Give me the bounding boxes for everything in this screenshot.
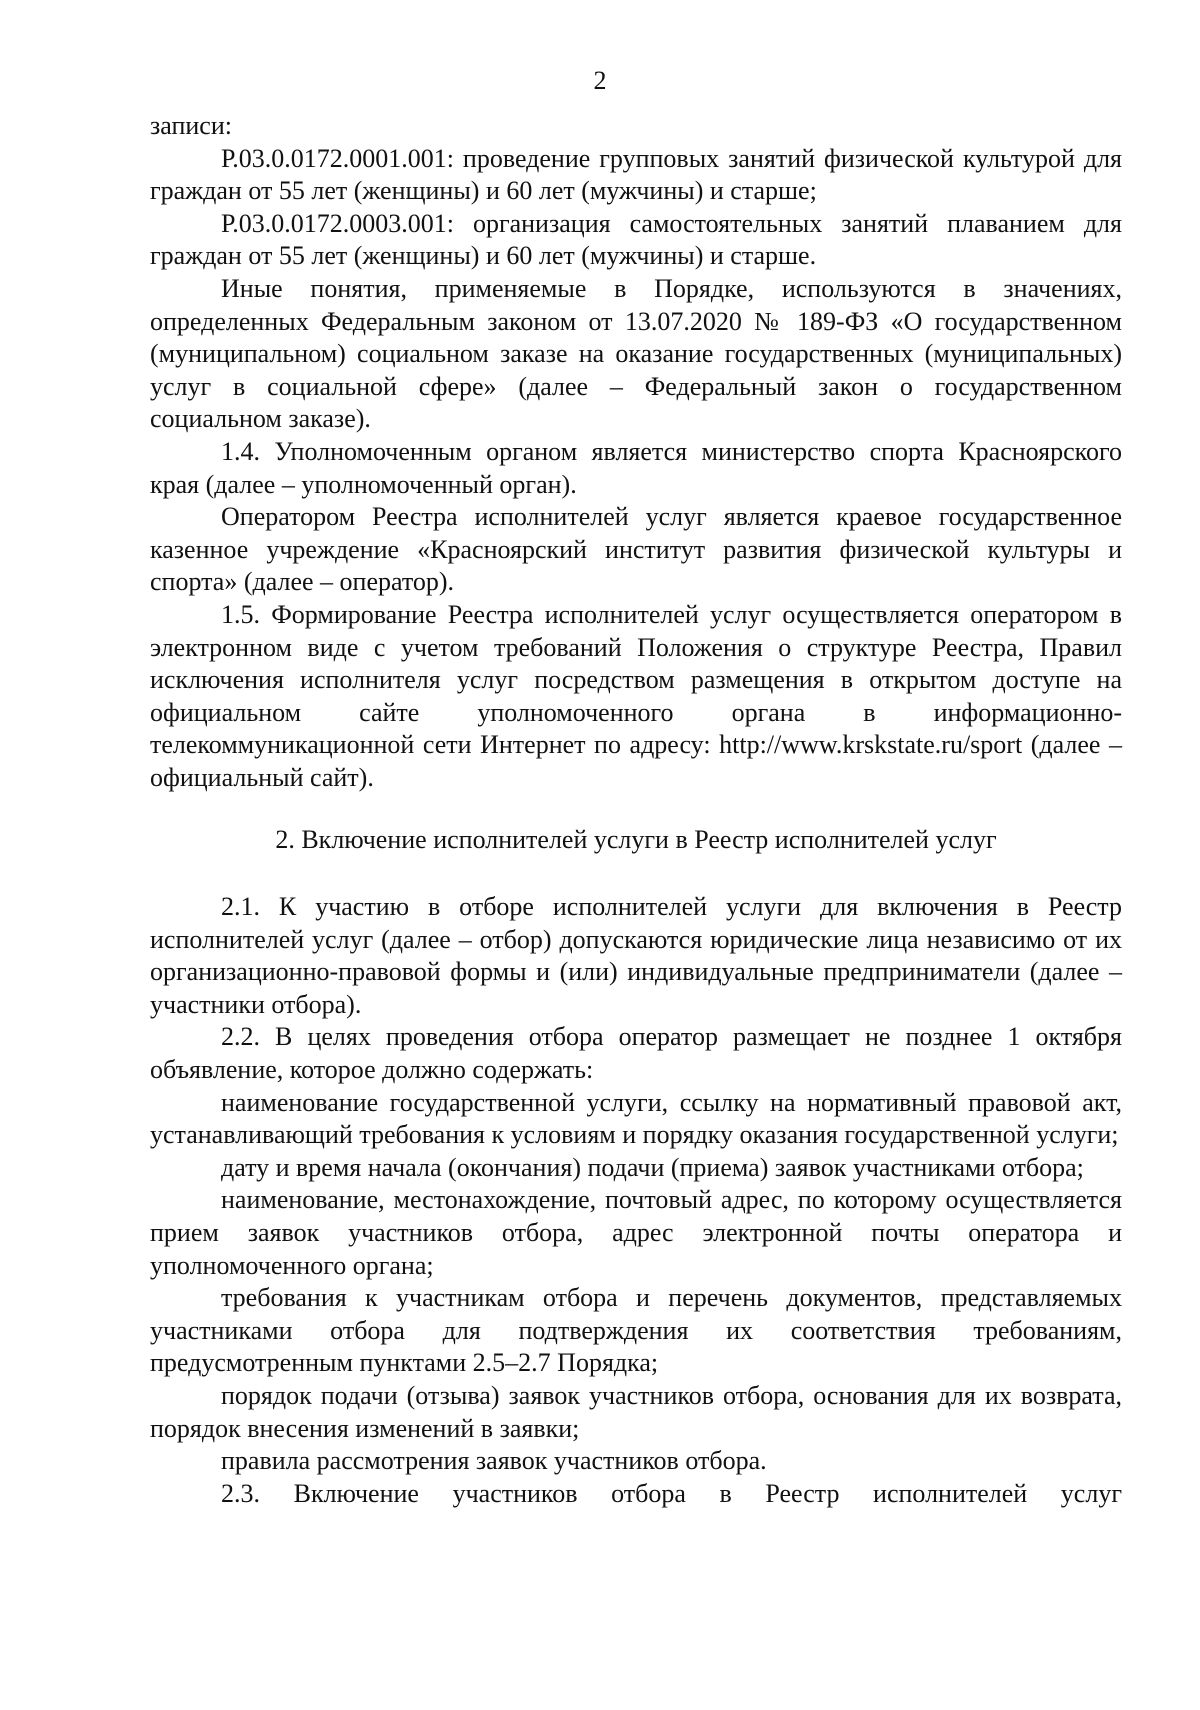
paragraph-1-5-registry-formation: 1.5. Формирование Реестра исполнителей услуг осуществляется оператором в электронном виде с учетом требований Положения о структуре Реестра, Правил исключения исполнителя услуг посредством размещения в открытом доступе на официальном сайте уполномоченного органа в информационно-телекоммуникационной сети Интернет по адресу: http://www.krskstate.ru/sport (далее – официальный сайт). <box>150 599 1122 792</box>
list-item-location-address: наименование, местонахождение, почтовый адрес, по которому осуществляется прием заявок участников отбора, адрес электронной почты оператора и уполномоченного органа; <box>150 1185 1122 1280</box>
paragraph-registry-operator: Оператором Реестра исполнителей услуг является краевое государственное казенное учреждение «Красноярский институт развития физической культуры и спорта» (далее – оператор). <box>150 502 1122 597</box>
document-body <box>150 110 1122 1510</box>
list-item-participant-requirements: требования к участникам отбора и перечень документов, представляемых участниками отбора для подтверждения их соответствия требованиям, предусмотренным пунктами 2.5–2.7 Порядка; <box>150 1283 1122 1378</box>
paragraph-service-code-swimming: Р.03.0.0172.0003.001: организация самостоятельных занятий плаванием для граждан от 55 лет (женщины) и 60 лет (мужчины) и старше. <box>150 208 1122 271</box>
paragraph-other-terms: Иные понятия, применяемые в Порядке, используются в значениях, определенных Федеральным законом от 13.07.2020 № 189-ФЗ «О государственном (муниципальном) социальном заказе на оказание государственных (муниципальных) услуг в социальной сфере» (далее – Федеральный закон о государственном социальном заказе). <box>150 273 1122 434</box>
paragraph-2-3-inclusion: 2.3. Включение участников отбора в Реестр исполнителей услуг <box>221 1478 1122 1508</box>
list-item-review-rules: правила рассмотрения заявок участников отбора. <box>221 1446 767 1476</box>
section-2-heading: 2. Включение исполнителей услуги в Реестр исполнителей услуг <box>275 825 997 855</box>
paragraph-2-2-announcement: 2.2. В целях проведения отбора оператор размещает не позднее 1 октября объявление, которое должно содержать: <box>150 1022 1122 1085</box>
paragraph-records-intro: записи: <box>150 111 232 140</box>
page-number: 2 <box>593 66 607 95</box>
paragraph-2-1-participation: 2.1. К участию в отборе исполнителей услуги для включения в Реестр исполнителей услуг (далее – отбор) допускаются юридические лица независимо от их организационно-правовой формы и (или) индивидуальные предприниматели (далее – участники отбора). <box>150 892 1122 1019</box>
list-item-application-dates: дату и время начала (окончания) подачи (приема) заявок участниками отбора; <box>221 1152 1084 1182</box>
paragraph-service-code-group-classes: Р.03.0.0172.0001.001: проведение групповых занятий физической культурой для граждан от 55 лет (женщины) и 60 лет (мужчины) и старше; <box>150 143 1122 206</box>
list-item-service-name: наименование государственной услуги, ссылку на нормативный правовой акт, устанавливающий требования к условиям и порядку оказания государственной услуги; <box>150 1087 1122 1150</box>
paragraph-1-4-authorized-body: 1.4. Уполномоченным органом является министерство спорта Красноярского края (далее – уполномоченный орган). <box>150 436 1122 499</box>
list-item-submission-procedure: порядок подачи (отзыва) заявок участников отбора, основания для их возврата, порядок внесения изменений в заявки; <box>150 1380 1122 1443</box>
